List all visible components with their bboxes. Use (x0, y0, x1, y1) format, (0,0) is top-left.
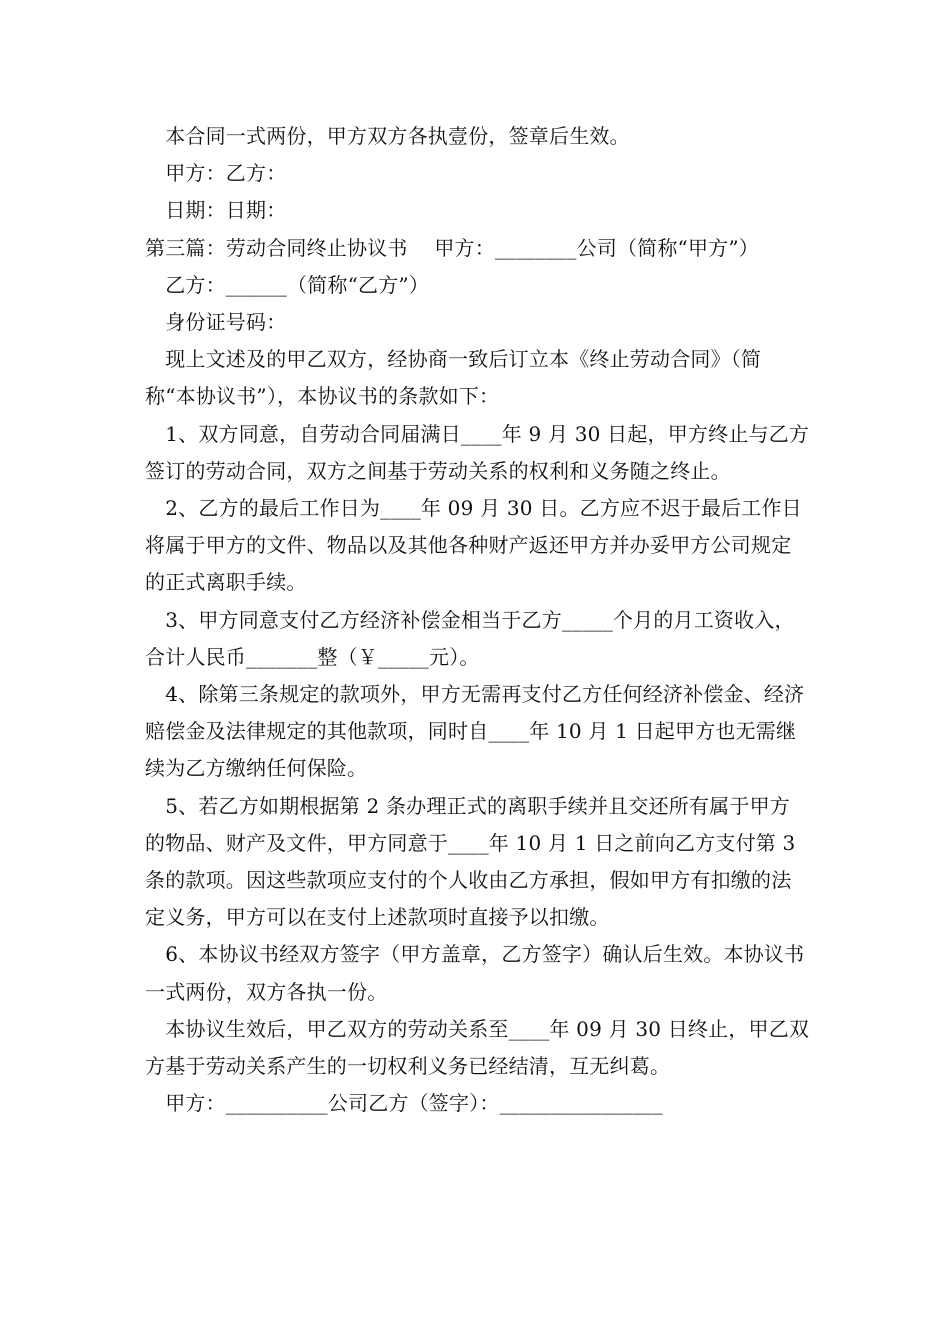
paragraph-copies: 本合同一式两份，甲方双方各执壹份，签章后生效。 (145, 124, 630, 148)
paragraph-preamble: 现上文述及的甲乙双方，经协商一致后订立本《终止劳动合同》（简称“本协议书”），本协议书的条款如下： (145, 347, 762, 409)
clause-5: 5、若乙方如期根据第 2 条办理正式的离职手续并且交还所有属于甲方的物品、财产及文件，甲方同意于____年 10 月 1 日之前向乙方支付第 3 条的款项。因这些款项应支付的个人收由乙方承担，假如甲方有扣缴的法定义务，甲方可以在支付上述款项时直接予以扣缴。 (145, 793, 796, 930)
signature-line: 甲方：__________公司乙方（签字）：________________ (145, 1091, 663, 1116)
paragraph-termination-effect: 本协议生效后，甲乙双方的劳动关系至____年 09 月 30 日终止，甲乙双方基于劳动关系产生的一切权利义务已经结清，互无纠葛。 (145, 1016, 810, 1079)
clause-6: 6、本协议书经双方签字（甲方盖章，乙方签字）确认后生效。本协议书一式两份，双方各执一份。 (145, 942, 805, 1004)
clause-2: 2、乙方的最后工作日为____年 09 月 30 日。乙方应不迟于最后工作日将属于甲方的文件、物品以及其他各种财产返还甲方并办妥甲方公司规定的正式离职手续。 (145, 496, 802, 595)
section-title-part-three: 第三篇：劳动合同终止协议书 甲方：________公司（简称“甲方”） (145, 235, 760, 260)
clause-1: 1、双方同意，自劳动合同届满日____年 9 月 30 日起，甲方终止与乙方签订的劳动合同，双方之间基于劳动关系的权利和义务随之终止。 (145, 421, 810, 483)
paragraph-id-number: 身份证号码： (145, 310, 287, 335)
paragraph-parties-signature: 甲方：乙方： (145, 161, 287, 186)
document-body (145, 118, 810, 1122)
paragraph-dates: 日期：日期： (145, 198, 287, 223)
clause-3: 3、甲方同意支付乙方经济补偿金相当于乙方_____个月的月工资收入，合计人民币_______整（￥_____元）。 (145, 607, 795, 669)
clause-4: 4、除第三条规定的款项外，甲方无需再支付乙方任何经济补偿金、经济赔偿金及法律规定的其他款项，同时自____年 10 月 1 日起甲方也无需继续为乙方缴纳任何保险。 (145, 682, 805, 781)
paragraph-party-b: 乙方：______（简称“乙方”） (145, 272, 430, 297)
